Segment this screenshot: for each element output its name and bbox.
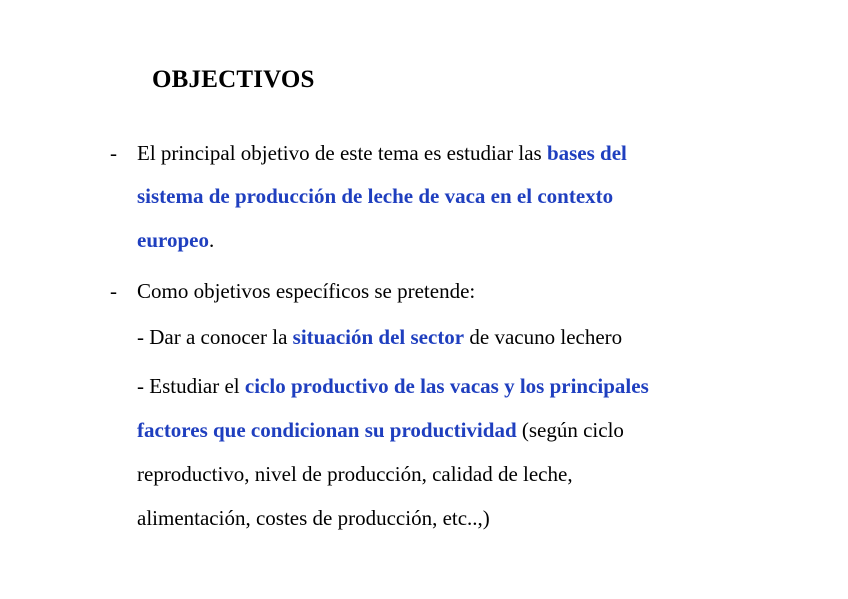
bullet1-line1	[137, 141, 627, 166]
sub1-text: - Dar a conocer la	[137, 325, 293, 349]
sub1-highlight: situación del sector	[292, 325, 465, 349]
bullet1-text: El principal objetivo de este tema es estudiar las	[137, 141, 547, 165]
sub-item-2-line1	[137, 374, 649, 399]
sub2-text: (según ciclo	[516, 418, 624, 442]
sub2-highlight: ciclo productivo de las vacas y los principales	[244, 374, 649, 398]
sub-item-2-line2	[137, 418, 624, 443]
bullet1-highlight: bases del	[546, 141, 627, 165]
bullet1-highlight: europeo	[137, 228, 209, 252]
bullet2-line1	[137, 279, 475, 304]
bullet1-line3	[137, 228, 214, 253]
page-title: OBJECTIVOS	[152, 66, 315, 93]
sub2-highlight: factores que condicionan su productividad	[137, 418, 517, 442]
sub2-text: alimentación, costes de producción, etc..,)	[137, 506, 490, 530]
bullet-dash: -	[110, 279, 117, 303]
sub-item-2-line4	[137, 506, 490, 531]
bullet-dash: -	[110, 141, 117, 165]
bullet1-line2	[137, 184, 613, 209]
sub2-text: reproductivo, nivel de producción, calidad de leche,	[137, 462, 573, 486]
sub2-text: - Estudiar el	[137, 374, 245, 398]
sub-item-1	[137, 325, 622, 350]
bullet1-highlight: sistema de producción de leche de vaca en el contexto	[137, 184, 614, 208]
sub-item-2-line3	[137, 462, 573, 487]
bullet2-text: Como objetivos específicos se pretende:	[137, 279, 476, 303]
bullet1-text: .	[208, 228, 215, 252]
sub1-text: de vacuno lechero	[464, 325, 623, 349]
